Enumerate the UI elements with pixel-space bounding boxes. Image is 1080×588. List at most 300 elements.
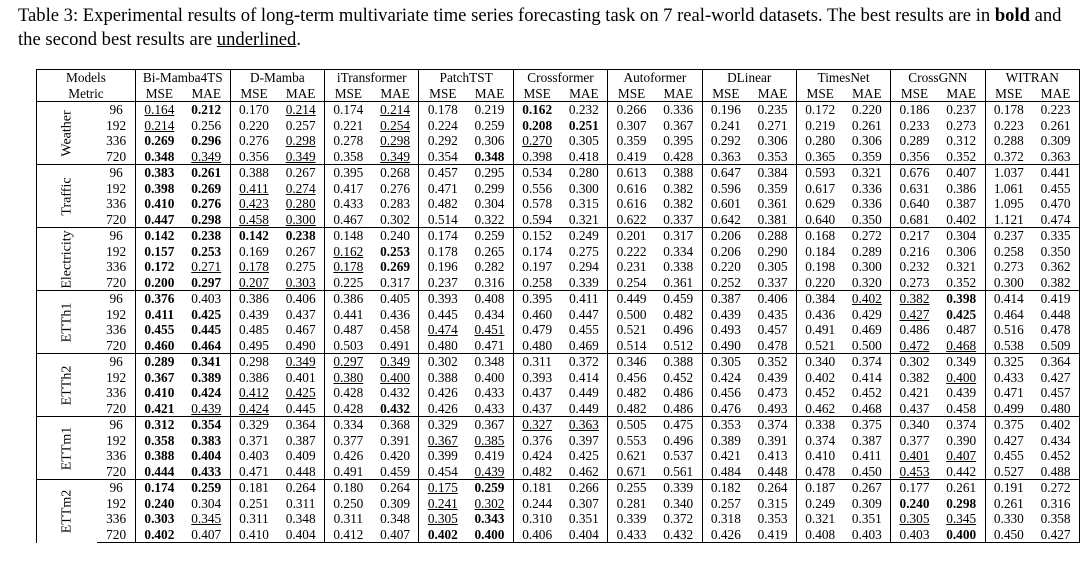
table-cell: 0.303 <box>144 511 175 527</box>
caption-text-2: and the second best results are <box>18 5 1062 50</box>
table-cell: 0.300 <box>993 274 1024 290</box>
table-cell: 0.450 <box>844 464 891 480</box>
table-cell: 0.219 <box>466 102 513 118</box>
table-cell: 0.338 <box>796 417 843 433</box>
table-cell: 0.437 <box>522 400 553 416</box>
table-cell: 0.306 <box>749 133 796 149</box>
table-cell: 0.359 <box>844 149 891 165</box>
table-cell: 0.259 <box>466 228 513 244</box>
table-row <box>37 181 1080 197</box>
table-cell: 0.480 <box>1032 401 1079 417</box>
table-cell: 0.216 <box>899 243 930 259</box>
table-cell: 0.408 <box>466 291 513 307</box>
table-cell: 0.414 <box>561 370 608 386</box>
table-cell: 0.474 <box>427 322 458 338</box>
table-cell: 0.271 <box>183 259 230 275</box>
table-cell: 0.240 <box>372 228 419 244</box>
mse-header: MSE <box>135 86 182 102</box>
table-cell: 0.309 <box>844 496 891 512</box>
table-cell: 0.454 <box>427 463 458 479</box>
table-cell: 0.278 <box>333 133 364 149</box>
table-cell: 0.458 <box>372 322 419 338</box>
table-cell: 0.484 <box>710 463 741 479</box>
table-cell: 0.362 <box>1032 259 1079 275</box>
table-cell: 0.500 <box>844 338 891 354</box>
table-cell: 0.421 <box>899 385 930 401</box>
table-cell: 0.412 <box>239 385 269 401</box>
table-row <box>37 196 1080 212</box>
horizon-cell: 336 <box>97 385 135 401</box>
table-row <box>37 338 1080 354</box>
table-cell: 0.267 <box>844 480 891 496</box>
caption-underline-word: underlined <box>216 29 297 50</box>
table-cell: 0.459 <box>372 464 419 480</box>
table-cell: 0.318 <box>710 511 741 527</box>
table-cell: 0.349 <box>372 149 419 165</box>
table-cell: 0.380 <box>333 369 364 385</box>
table-cell: 0.384 <box>796 291 843 307</box>
table-cell: 0.237 <box>427 274 458 290</box>
table-cell: 0.561 <box>655 464 702 480</box>
table-cell: 0.398 <box>938 291 985 307</box>
table-cell: 0.298 <box>372 133 419 149</box>
table-cell: 0.448 <box>277 464 324 480</box>
table-cell: 0.348 <box>277 511 324 527</box>
mse-header: MSE <box>419 86 466 102</box>
table-cell: 0.382 <box>899 369 930 385</box>
table-cell: 0.403 <box>239 448 269 464</box>
table-cell: 0.427 <box>899 306 930 322</box>
table-cell: 0.414 <box>844 370 891 386</box>
table-cell: 0.258 <box>993 243 1024 259</box>
table-cell: 0.414 <box>985 291 1032 307</box>
table-cell: 0.266 <box>608 102 655 118</box>
table-cell: 0.232 <box>899 259 930 275</box>
table-cell: 0.240 <box>144 495 175 511</box>
horizon-cell: 192 <box>97 370 135 386</box>
table-row <box>37 448 1080 464</box>
table-cell: 0.470 <box>1032 196 1079 212</box>
table-cell: 0.321 <box>561 212 608 228</box>
table-row <box>37 464 1080 480</box>
table-cell: 0.359 <box>616 133 647 149</box>
table-cell: 0.410 <box>144 196 175 212</box>
table-cell: 0.231 <box>616 259 647 275</box>
table-cell: 0.365 <box>805 148 836 164</box>
table-cell: 0.447 <box>144 211 175 227</box>
table-cell: 0.441 <box>333 306 364 322</box>
table-cell: 0.428 <box>333 385 364 401</box>
table-cell: 0.458 <box>938 401 985 417</box>
table-cell: 0.261 <box>844 118 891 134</box>
table-cell: 1.121 <box>993 211 1024 227</box>
table-cell: 0.395 <box>324 165 371 181</box>
table-cell: 0.292 <box>427 133 458 149</box>
table-cell: 0.358 <box>333 148 364 164</box>
table-cell: 0.460 <box>144 337 175 353</box>
table-cell: 0.428 <box>655 149 702 165</box>
dataset-name: ETTm1 <box>59 426 75 471</box>
table-cell: 0.330 <box>993 511 1024 527</box>
table-cell: 0.486 <box>899 322 930 338</box>
table-cell: 0.449 <box>561 385 608 401</box>
table-cell: 0.177 <box>891 480 938 496</box>
table-cell: 0.232 <box>561 102 608 118</box>
table-cell: 0.493 <box>710 322 741 338</box>
table-cell: 0.475 <box>655 417 702 433</box>
table-cell: 0.178 <box>419 102 466 118</box>
table-cell: 0.482 <box>655 307 702 323</box>
table-cell: 0.460 <box>522 306 553 322</box>
table-cell: 0.382 <box>1032 275 1079 291</box>
table-cell: 0.309 <box>1032 133 1079 149</box>
table-cell: 0.273 <box>938 118 985 134</box>
table-cell: 0.439 <box>710 306 741 322</box>
model-header: Bi-Mamba4TS <box>135 70 230 86</box>
table-cell: 0.338 <box>655 259 702 275</box>
table-cell: 0.631 <box>899 180 930 196</box>
table-cell: 0.514 <box>427 211 458 227</box>
table-cell: 0.238 <box>277 228 324 244</box>
table-cell: 0.400 <box>938 527 985 543</box>
table-cell: 0.180 <box>324 480 371 496</box>
table-cell: 0.441 <box>1032 165 1079 181</box>
table-cell: 0.402 <box>805 369 836 385</box>
table-cell: 0.288 <box>993 133 1024 149</box>
horizon-cell: 192 <box>97 244 135 260</box>
table-cell: 0.676 <box>891 165 938 181</box>
horizon-cell: 336 <box>97 511 135 527</box>
table-cell: 0.468 <box>844 401 891 417</box>
horizon-cell: 192 <box>97 181 135 197</box>
table-cell: 0.456 <box>616 369 647 385</box>
table-cell: 0.474 <box>1032 212 1079 228</box>
table-cell: 0.289 <box>844 244 891 260</box>
table-cell: 0.336 <box>655 102 702 118</box>
table-cell: 0.178 <box>239 259 269 275</box>
table-cell: 0.302 <box>372 212 419 228</box>
table-cell: 0.289 <box>135 354 182 370</box>
table-cell: 0.363 <box>561 417 608 433</box>
table-cell: 0.405 <box>372 291 419 307</box>
table-cell: 0.407 <box>938 165 985 181</box>
table-cell: 0.485 <box>239 322 269 338</box>
table-cell: 0.304 <box>466 196 513 212</box>
table-cell: 0.411 <box>144 306 174 322</box>
table-cell: 0.339 <box>561 275 608 291</box>
table-cell: 0.482 <box>616 385 647 401</box>
table-cell: 0.425 <box>277 385 324 401</box>
table-cell: 0.164 <box>135 102 182 118</box>
table-cell: 0.264 <box>749 480 796 496</box>
table-cell: 0.377 <box>333 432 364 448</box>
mae-header: MAE <box>1032 86 1079 102</box>
mae-header: MAE <box>655 86 702 102</box>
table-cell: 0.490 <box>277 338 324 354</box>
table-cell: 0.493 <box>749 401 796 417</box>
table-cell: 0.298 <box>230 354 277 370</box>
table-row <box>37 385 1080 401</box>
horizon-cell: 192 <box>97 496 135 512</box>
horizon-cell: 192 <box>97 307 135 323</box>
table-cell: 0.381 <box>749 212 796 228</box>
table-cell: 0.482 <box>616 400 647 416</box>
horizon-cell: 720 <box>97 275 135 291</box>
table-cell: 0.346 <box>608 354 655 370</box>
table-cell: 0.217 <box>891 228 938 244</box>
mae-header: MAE <box>277 86 324 102</box>
table-cell: 0.261 <box>993 495 1024 511</box>
table-cell: 0.499 <box>993 400 1024 416</box>
table-cell: 0.272 <box>1032 480 1079 496</box>
table-cell: 0.596 <box>710 180 741 196</box>
table-cell: 0.348 <box>466 149 513 165</box>
table-cell: 0.267 <box>277 244 324 260</box>
table-cell: 0.442 <box>938 464 985 480</box>
table-cell: 0.182 <box>702 480 749 496</box>
table-cell: 0.219 <box>805 117 836 133</box>
model-header: D-Mamba <box>230 70 324 86</box>
model-header: DLinear <box>702 70 796 86</box>
table-row <box>37 149 1080 165</box>
table-cell: 0.681 <box>899 211 930 227</box>
table-cell: 0.363 <box>710 148 741 164</box>
table-cell: 0.503 <box>333 337 364 353</box>
results-table <box>36 69 1080 543</box>
table-cell: 0.433 <box>608 527 655 543</box>
table-cell: 0.340 <box>796 354 843 370</box>
table-cell: 0.178 <box>985 102 1032 118</box>
table-cell: 0.244 <box>522 495 553 511</box>
table-cell: 0.350 <box>1032 244 1079 260</box>
table-cell: 0.289 <box>899 133 930 149</box>
table-cell: 0.168 <box>796 228 843 244</box>
table-cell: 0.455 <box>144 322 175 338</box>
dataset-name: ETTh1 <box>59 302 75 343</box>
table-cell: 0.455 <box>561 322 608 338</box>
table-cell: 0.254 <box>616 274 647 290</box>
table-cell: 0.428 <box>333 400 364 416</box>
table-cell: 0.439 <box>749 370 796 386</box>
table-cell: 0.300 <box>277 212 324 228</box>
table-cell: 0.486 <box>655 401 702 417</box>
table-cell: 0.225 <box>333 274 364 290</box>
table-cell: 0.452 <box>1032 448 1079 464</box>
table-cell: 0.437 <box>899 400 930 416</box>
horizon-cell: 336 <box>97 259 135 275</box>
horizon-cell: 96 <box>97 228 135 244</box>
table-cell: 0.241 <box>710 117 741 133</box>
table-cell: 0.178 <box>333 259 364 275</box>
table-cell: 0.339 <box>616 511 647 527</box>
table-cell: 0.640 <box>899 196 930 212</box>
table-cell: 0.298 <box>938 496 985 512</box>
table-cell: 0.386 <box>938 181 985 197</box>
table-cell: 0.473 <box>749 385 796 401</box>
table-cell: 0.312 <box>938 133 985 149</box>
table-cell: 0.367 <box>466 417 513 433</box>
dataset-label <box>37 354 98 417</box>
table-cell: 0.254 <box>372 118 419 134</box>
table-row <box>37 322 1080 338</box>
table-cell: 0.377 <box>899 432 930 448</box>
table-cell: 0.448 <box>749 464 796 480</box>
mae-header: MAE <box>183 86 230 102</box>
table-cell: 0.322 <box>466 212 513 228</box>
table-cell: 0.305 <box>702 354 749 370</box>
table-cell: 0.476 <box>710 400 741 416</box>
model-header: WITRAN <box>985 70 1080 86</box>
mae-header: MAE <box>844 86 891 102</box>
table-cell: 0.356 <box>899 148 930 164</box>
table-cell: 1.095 <box>993 196 1024 212</box>
table-cell: 0.578 <box>522 196 553 212</box>
table-cell: 0.395 <box>513 291 560 307</box>
table-cell: 0.417 <box>333 180 364 196</box>
table-cell: 0.304 <box>938 228 985 244</box>
table-cell: 0.410 <box>805 448 836 464</box>
table-cell: 0.400 <box>372 370 419 386</box>
table-cell: 0.437 <box>522 385 553 401</box>
table-cell: 0.334 <box>324 417 371 433</box>
table-cell: 0.432 <box>655 527 702 543</box>
table-cell: 0.387 <box>844 433 891 449</box>
table-cell: 0.212 <box>183 102 230 118</box>
table-cell: 0.397 <box>561 433 608 449</box>
table-cell: 0.388 <box>655 165 702 181</box>
table-cell: 0.374 <box>805 432 836 448</box>
table-cell: 0.391 <box>749 433 796 449</box>
table-cell: 0.491 <box>372 338 419 354</box>
table-cell: 0.617 <box>805 180 836 196</box>
table-cell: 0.386 <box>324 291 371 307</box>
table-cell: 0.302 <box>419 354 466 370</box>
table-cell: 1.061 <box>993 180 1024 196</box>
table-cell: 0.458 <box>239 211 269 227</box>
table-cell: 0.303 <box>277 275 324 291</box>
table-cell: 0.449 <box>561 401 608 417</box>
mae-header: MAE <box>466 86 513 102</box>
table-cell: 0.452 <box>655 370 702 386</box>
table-cell: 0.594 <box>522 211 553 227</box>
mae-header: MAE <box>938 86 985 102</box>
table-cell: 0.220 <box>710 259 741 275</box>
table-cell: 0.450 <box>985 527 1032 543</box>
table-cell: 0.409 <box>277 448 324 464</box>
table-cell: 0.613 <box>608 165 655 181</box>
table-cell: 0.367 <box>655 118 702 134</box>
table-cell: 0.223 <box>1032 102 1079 118</box>
model-header: Autoformer <box>608 70 702 86</box>
table-cell: 0.276 <box>239 133 269 149</box>
table-cell: 0.258 <box>522 274 553 290</box>
table-cell: 0.349 <box>183 149 230 165</box>
table-cell: 0.187 <box>796 480 843 496</box>
table-cell: 0.456 <box>710 385 741 401</box>
table-cell: 0.311 <box>513 354 560 370</box>
table-cell: 0.201 <box>608 228 655 244</box>
table-cell: 0.300 <box>561 181 608 197</box>
table-cell: 0.426 <box>427 385 458 401</box>
table-cell: 0.410 <box>230 527 277 543</box>
table-cell: 0.480 <box>427 337 458 353</box>
table-cell: 0.419 <box>1032 291 1079 307</box>
table-cell: 0.306 <box>466 133 513 149</box>
table-cell: 0.410 <box>144 385 175 401</box>
caption-text-1: Table 3: Experimental results of long-term multivariate time series forecasting task on 7 real-world datasets. The best results are in <box>18 5 995 26</box>
table-cell: 0.437 <box>277 307 324 323</box>
table-cell: 0.382 <box>655 181 702 197</box>
table-cell: 0.376 <box>522 432 553 448</box>
table-cell: 0.457 <box>1032 385 1079 401</box>
table-cell: 0.439 <box>183 401 230 417</box>
table-cell: 0.292 <box>710 133 741 149</box>
table-cell: 0.593 <box>796 165 843 181</box>
table-cell: 0.482 <box>427 196 458 212</box>
table-cell: 0.521 <box>616 322 647 338</box>
table-cell: 0.321 <box>805 511 836 527</box>
table-cell: 0.214 <box>144 117 175 133</box>
table-cell: 0.299 <box>466 181 513 197</box>
dataset-label <box>37 102 98 165</box>
table-cell: 0.411 <box>844 448 891 464</box>
table-cell: 0.622 <box>616 211 647 227</box>
table-cell: 0.478 <box>805 463 836 479</box>
table-cell: 0.629 <box>805 196 836 212</box>
table-cell: 0.302 <box>891 354 938 370</box>
table-cell: 0.361 <box>749 196 796 212</box>
dataset-label <box>37 165 98 228</box>
table-row <box>37 244 1080 260</box>
table-cell: 0.174 <box>419 228 466 244</box>
horizon-cell: 720 <box>97 464 135 480</box>
table-cell: 0.340 <box>655 496 702 512</box>
table-cell: 0.449 <box>608 291 655 307</box>
table-cell: 0.349 <box>372 354 419 370</box>
table-cell: 0.407 <box>183 527 230 543</box>
horizon-cell: 96 <box>97 354 135 370</box>
table-cell: 0.253 <box>183 244 230 260</box>
table-cell: 0.148 <box>324 228 371 244</box>
horizon-cell: 720 <box>97 401 135 417</box>
table-cell: 0.413 <box>749 448 796 464</box>
table-cell: 0.433 <box>466 401 513 417</box>
table-cell: 0.404 <box>277 527 324 543</box>
table-cell: 0.311 <box>333 511 364 527</box>
table-cell: 0.359 <box>749 181 796 197</box>
mse-header: MSE <box>796 86 843 102</box>
table-cell: 0.257 <box>277 118 324 134</box>
table-cell: 0.432 <box>372 385 419 401</box>
table-cell: 0.214 <box>372 102 419 118</box>
table-cell: 0.480 <box>522 337 553 353</box>
table-cell: 0.349 <box>277 354 324 370</box>
table-cell: 0.354 <box>427 148 458 164</box>
mse-header: MSE <box>324 86 371 102</box>
table-cell: 0.312 <box>135 417 182 433</box>
table-cell: 0.280 <box>561 165 608 181</box>
table-cell: 0.402 <box>419 527 466 543</box>
table-cell: 0.290 <box>749 244 796 260</box>
table-cell: 0.174 <box>324 102 371 118</box>
table-cell: 0.448 <box>1032 307 1079 323</box>
table-cell: 0.467 <box>333 211 364 227</box>
horizon-cell: 720 <box>97 527 135 543</box>
table-cell: 0.383 <box>183 433 230 449</box>
table-cell: 0.336 <box>844 181 891 197</box>
mse-header: MSE <box>513 86 560 102</box>
results-body <box>37 102 1080 543</box>
